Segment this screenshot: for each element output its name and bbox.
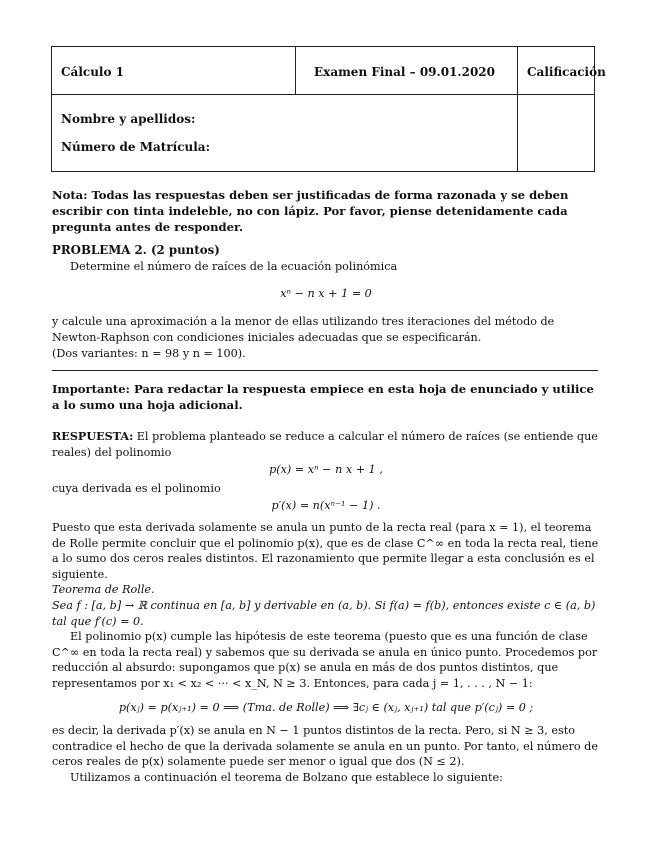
answer-section	[52, 429, 600, 785]
rolle-statement: Sea f : [a, b] → ℝ continua en [a, b] y derivable en (a, b). Si f(a) = f(b), entonces existe c ∈ (a, b) tal que f′(c) = 0.	[52, 598, 596, 628]
id-label: Número de Matrícula:	[61, 140, 211, 154]
course-cell	[52, 47, 296, 95]
answer-p4: El polinomio p(x) cumple las hipótesis de este teorema (puesto que es una función de clase C^∞ en toda la recta real) y sabemos que su derivada se anula en único punto. Procedemos por reducción al absurdo: supongamos que p(x) se anula en más de dos puntos distintos, que representamos por x₁ < x₂ < ··· < x_N, N ≥ 3. Entonces, para cada j = 1, . . . , N − 1:	[52, 630, 598, 690]
course-title: Cálculo 1	[61, 65, 125, 79]
problem-equation: xⁿ − n x + 1 = 0	[280, 287, 372, 300]
problem-intro: Determine el número de raíces de la ecuación polinómica	[70, 260, 398, 273]
name-label: Nombre y apellidos:	[61, 112, 196, 126]
equation-p: p(x) = xⁿ − n x + 1 ,	[269, 463, 383, 477]
exam-title: Examen Final – 09.01.2020	[314, 65, 495, 79]
answer-p5: es decir, la derivada p′(x) se anula en N − 1 puntos distintos de la recta. Pero, si N ≥ 3, esto contradice el hecho de que la derivada solamente se anula en un punto. Por tanto, el número de ceros reales de p(x) solamente puede ser menor o igual que dos (N ≤ 2).	[52, 724, 598, 769]
answer-p2: cuya derivada es el polinomio	[52, 481, 221, 495]
exam-cell	[296, 47, 518, 95]
exam-header-table	[51, 46, 606, 172]
grade-label: Calificación	[527, 65, 606, 79]
rolle-title: Teorema de Rolle.	[52, 583, 155, 597]
answer-p1: RESPUESTA: El problema planteado se reduce a calcular el número de raíces (se entiende que reales) del polinomio	[52, 429, 598, 459]
answer-p6: Utilizamos a continuación el teorema de Bolzano que establece lo siguiente:	[70, 770, 503, 784]
equation-p-prime: p′(x) = n(xⁿ⁻¹ − 1) .	[271, 499, 381, 513]
answer-label: RESPUESTA:	[52, 429, 134, 443]
rolle-chain-equation: p(xⱼ) = p(xⱼ₊₁) = 0 ⟹ (Tma. de Rolle) ⟹ ∃cⱼ ∈ (xⱼ, xⱼ₊₁) tal que p′(cⱼ) = 0 ;	[118, 700, 534, 714]
problem-variants: (Dos variantes: n = 98 y n = 100).	[52, 347, 246, 360]
student-info-cell	[52, 95, 518, 172]
importante-paragraph: Importante: Para redactar la respuesta empiece en esta hoja de enunciado y utilice a lo sumo una hoja adicional.	[52, 382, 594, 412]
grade-header-cell	[518, 47, 606, 95]
problem-title: PROBLEMA 2. (2 puntos)	[52, 243, 220, 257]
grade-box	[518, 95, 595, 172]
problem-text: y calcule una aproximación a la menor de ellas utilizando tres iteraciones del método de Newton-Raphson con condiciones iniciales adecuadas que se especificarán.	[52, 315, 555, 344]
divider-line	[52, 370, 598, 371]
nota-paragraph: Nota: Todas las respuestas deben ser justificadas de forma razonada y se deben escribir con tinta indeleble, no con lápiz. Por favor, piense detenidamente cada pregunta antes de responder.	[52, 188, 569, 234]
answer-p3: Puesto que esta derivada solamente se anula un punto de la recta real (para x = 1), el teorema de Rolle permite concluir que el polinomio p(x), que es de clase C^∞ en toda la recta real, tiene a lo sumo dos ceros reales distintos. El razonamiento que permite llegar a esta conclusión es el siguiente.	[52, 520, 599, 581]
